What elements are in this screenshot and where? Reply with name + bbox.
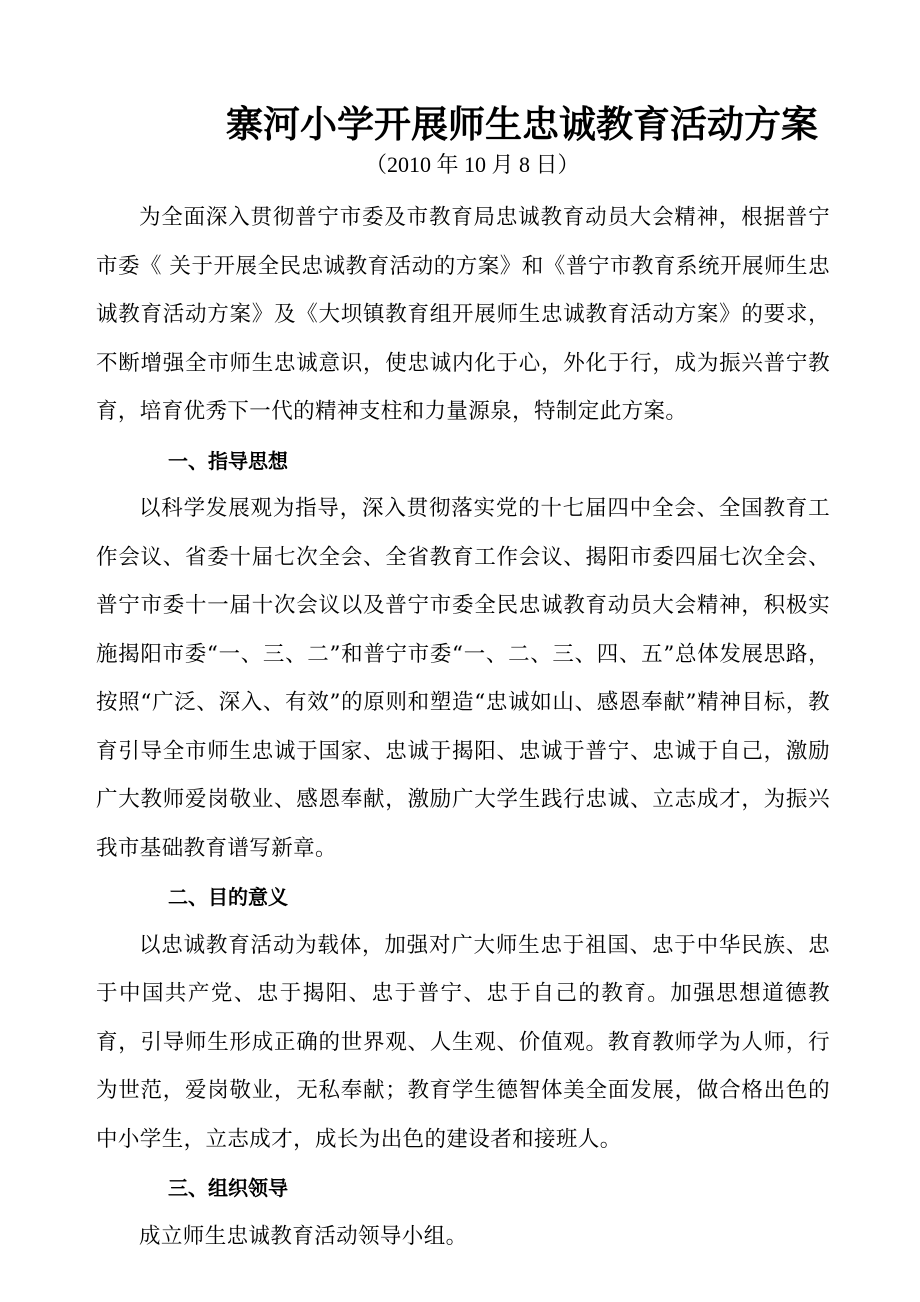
document-date: （2010 年 10 月 8 日） (365, 152, 580, 177)
section-paragraph-organization: 成立师生忠诚教育活动领导小组。 (139, 1223, 468, 1249)
section-paragraph-purpose: 以忠诚教育活动为载体，加强对广大师生忠于祖国、忠于中华民族、忠于中国共产党、忠于揭阳、忠于普宁、忠于自己的教育。加强思想道德教育，引导师生形成正确的世界观、人生观、价值观。教育教师学为人师，行为世范，爱岗敬业，无私奉献；教育学生德智体美全面发展，做合格出色的中小学生，立志成才，成长为出色的建设者和接班人。 (96, 932, 830, 1152)
intro-paragraph: 为全面深入贯彻普宁市委及市教育局忠诚教育动员大会精神，根据普宁市委《 关于开展全民忠诚教育活动的方案》和《普宁市教育系统开展师生忠诚教育活动方案》及《大坝镇教育组开展师生忠诚教育活动方案》的要求，不断增强全市师生忠诚意识，使忠诚内化于心，外化于行，成为振兴普宁教育，培育优秀下一代的精神支柱和力量源泉，特制定此方案。 (96, 205, 830, 424)
document-body (96, 194, 830, 1261)
section-heading-purpose: 二、目的意义 (168, 885, 288, 909)
section-heading-guiding-ideology: 一、指导思想 (168, 448, 288, 473)
section-paragraph-guiding-ideology: 以科学发展观为指导，深入贯彻落实党的十七届四中全会、全国教育工作会议、省委十届七次全会、全省教育工作会议、揭阳市委四届七次全会、普宁市委十一届十次会议以及普宁市委全民忠诚教育动员大会精神，积极实施揭阳市委“一、三、二”和普宁市委“一、二、三、四、五”总体发展思路，按照“广泛、深入、有效”的原则和塑造“忠诚如山、感恩奉献”精神目标，教育引导全市师生忠诚于国家、忠诚于揭阳、忠诚于普宁、忠诚于自己，激励广大教师爱岗敬业、感恩奉献，激励广大学生践行忠诚、立志成才，为振兴我市基础教育谱写新章。 (96, 496, 830, 861)
document-title: 寨河小学开展师生忠诚教育活动方案 (226, 102, 818, 146)
section-heading-organization: 三、组织领导 (168, 1176, 288, 1200)
